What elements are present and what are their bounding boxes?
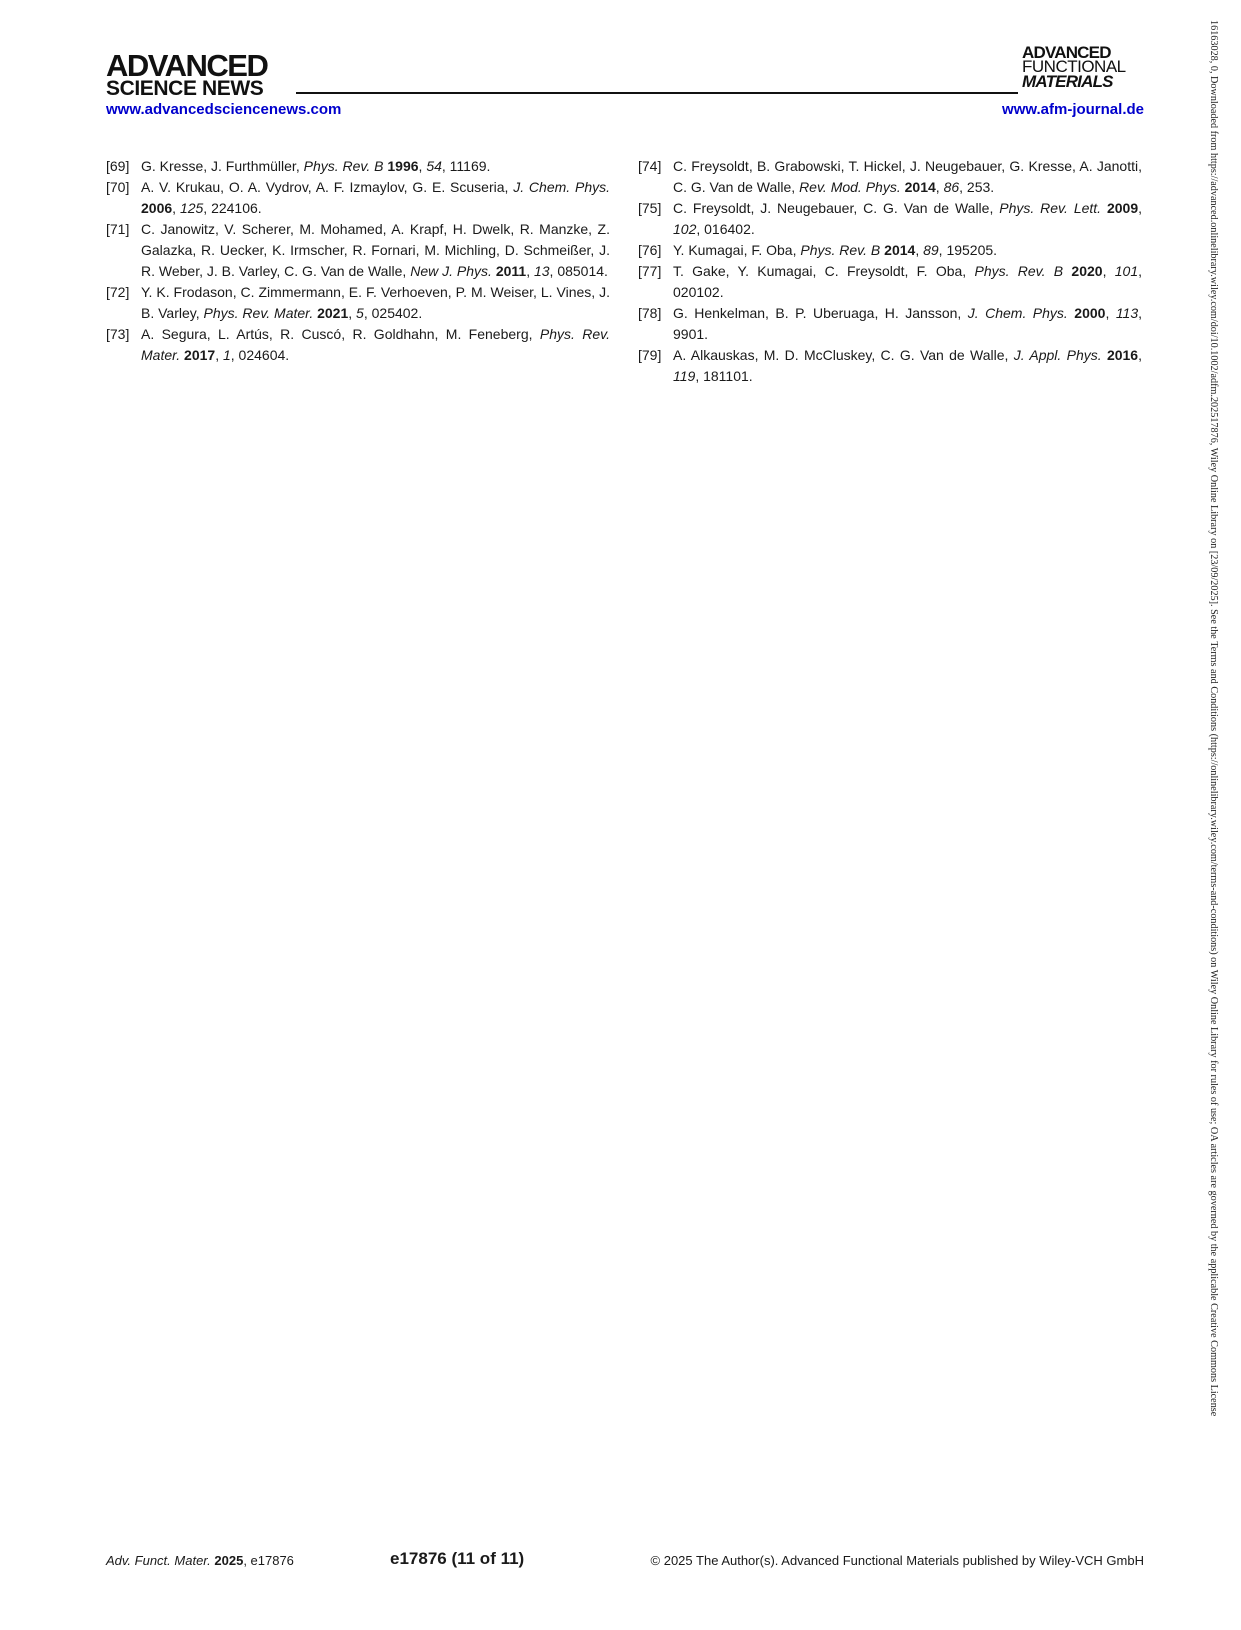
reference-number: [77] (638, 263, 662, 279)
reference-number: [72] (106, 284, 130, 300)
reference-volume: 101 (1114, 263, 1139, 279)
reference-authors: Y. K. Frodason, C. Zimmermann, E. F. Verhoeven, P. M. Weiser, L. Vines, J. B. Varley, (141, 284, 610, 321)
reference-journal: Phys. Rev. Lett. (999, 200, 1102, 216)
reference-volume: 1 (222, 347, 231, 363)
footer-page-number: e17876 (11 of 11) (390, 1549, 525, 1568)
reference-volume: 5 (356, 305, 364, 321)
reference-item (106, 156, 610, 177)
reference-text: A. Alkauskas, M. D. McCluskey, C. G. Van de Walle, J. Appl. Phys. 2016, 119, 181101. (673, 347, 1142, 384)
journal-logo (1022, 43, 1144, 91)
reference-text: C. Freysoldt, J. Neugebauer, C. G. Van de Walle, Phys. Rev. Lett. 2009, 102, 016402. (673, 200, 1143, 237)
journal-url-link[interactable]: www.afm-journal.de (1002, 101, 1144, 118)
reference-number: [79] (638, 347, 662, 363)
reference-journal: Phys. Rev. B (800, 242, 881, 258)
reference-authors: C. Freysoldt, B. Grabowski, T. Hickel, J. Neugebauer, G. Kresse, A. Janotti, C. G. Van de Walle, (673, 158, 1142, 195)
reference-item (638, 198, 1142, 240)
reference-pages: , 020102. (673, 263, 1142, 300)
reference-number: [71] (106, 221, 130, 237)
publisher-logo-line1: ADVANCED (106, 48, 268, 83)
reference-number: [76] (638, 242, 662, 258)
reference-year: 2014 (884, 242, 916, 258)
reference-number: [70] (106, 179, 130, 195)
footer-citation-year: 2025 (214, 1553, 244, 1568)
reference-number: [78] (638, 305, 662, 321)
reference-pages: , 181101. (695, 368, 753, 384)
reference-item (106, 219, 610, 282)
journal-logo-line3: MATERIALS (1022, 71, 1113, 91)
footer-citation-id: , e17876 (243, 1553, 294, 1568)
reference-text: A. V. Krukau, O. A. Vydrov, A. F. Izmaylov, G. E. Scuseria, J. Chem. Phys. 2006, 125, 224106. (141, 179, 610, 216)
reference-text: C. Janowitz, V. Scherer, M. Mohamed, A. Krapf, H. Dwelk, R. Manzke, Z. Galazka, R. Uecker, K. Irmscher, R. Fornari, M. Michling, D. Schmeißer, J. R. Weber, J. B. Varley, C. G. Van de Walle, New J. Phys. 2011, 13, 085014. (141, 221, 610, 279)
reference-year: 2014 (904, 179, 936, 195)
reference-item (638, 240, 1142, 261)
reference-item (638, 156, 1142, 198)
reference-year: 2006 (141, 200, 173, 216)
publisher-url-link[interactable]: www.advancedsciencenews.com (106, 101, 342, 118)
reference-item (106, 177, 610, 219)
reference-year: 2009 (1106, 200, 1139, 216)
reference-year: 2020 (1071, 263, 1103, 279)
reference-item (638, 345, 1142, 387)
reference-journal: J. Chem. Phys. (967, 305, 1068, 321)
reference-number: [69] (106, 158, 130, 174)
publisher-logo-line2: SCIENCE NEWS (106, 77, 264, 100)
reference-volume: 86 (943, 179, 960, 195)
reference-authors: C. Janowitz, V. Scherer, M. Mohamed, A. Krapf, H. Dwelk, R. Manzke, Z. Galazka, R. Uecker, K. Irmscher, R. Fornari, M. Michling, D. Schmeißer, J. R. Weber, J. B. Varley, C. G. Van de Walle, (141, 221, 610, 279)
reference-volume: 102 (673, 221, 697, 237)
reference-pages: , 195205. (938, 242, 998, 258)
references-right-column (638, 156, 1142, 387)
reference-pages: , 224106. (203, 200, 262, 216)
reference-volume: 119 (673, 368, 696, 384)
reference-number: [73] (106, 326, 130, 342)
reference-volume: 113 (1115, 305, 1139, 321)
reference-item (638, 303, 1142, 345)
reference-journal: Phys. Rev. Mater. (203, 305, 314, 321)
journal-logo-line1: ADVANCED (1022, 43, 1111, 62)
reference-pages: , 025402. (363, 305, 423, 321)
reference-journal: Phys. Rev. B (303, 158, 384, 174)
reference-authors: C. Freysoldt, J. Neugebauer, C. G. Van de Walle, (673, 200, 1000, 216)
reference-number: [74] (638, 158, 662, 174)
reference-pages: , 085014. (549, 263, 608, 279)
reference-volume: 89 (923, 242, 939, 258)
reference-text: G. Henkelman, B. P. Uberuaga, H. Jansson, J. Chem. Phys. 2000, 113, 9901. (673, 305, 1143, 342)
reference-volume: 13 (533, 263, 550, 279)
reference-journal: Phys. Rev. B (974, 263, 1064, 279)
reference-pages: , 9901. (673, 305, 1143, 342)
reference-item (106, 324, 610, 366)
reference-pages: , 016402. (696, 221, 755, 237)
reference-journal: Rev. Mod. Phys. (799, 179, 901, 195)
footer-citation-journal: Adv. Funct. Mater. (106, 1553, 211, 1568)
reference-pages: , 024604. (230, 347, 290, 363)
reference-authors: A. Segura, L. Artús, R. Cuscó, R. Goldhahn, M. Feneberg, (141, 326, 540, 342)
reference-number: [75] (638, 200, 662, 216)
reference-pages: , 11169. (441, 158, 491, 174)
reference-volume: 125 (179, 200, 204, 216)
reference-volume: 54 (426, 158, 442, 174)
reference-year: 1996 (387, 158, 419, 174)
reference-year: 2016 (1106, 347, 1139, 363)
reference-year: 2011 (495, 263, 527, 279)
reference-authors: A. Alkauskas, M. D. McCluskey, C. G. Van de Walle, (673, 347, 1014, 363)
reference-journal: Phys. Rev. Mater. (141, 326, 610, 363)
reference-item (106, 282, 610, 324)
reference-text: G. Kresse, J. Furthmüller, Phys. Rev. B 1996, 54, 11169. (141, 158, 491, 174)
download-notice-sidebar (1203, 20, 1223, 1610)
reference-authors: G. Henkelman, B. P. Uberuaga, H. Jansson, (673, 305, 968, 321)
reference-item (638, 261, 1142, 303)
footer-copyright: © 2025 The Author(s). Advanced Functional Materials published by Wiley-VCH GmbH (650, 1553, 1144, 1568)
reference-journal: J. Appl. Phys. (1013, 347, 1102, 363)
reference-year: 2021 (317, 305, 349, 321)
reference-year: 2017 (184, 347, 216, 363)
reference-authors: Y. Kumagai, F. Oba, (673, 242, 801, 258)
footer-citation (106, 1553, 294, 1568)
reference-journal: J. Chem. Phys. (513, 179, 610, 195)
reference-authors: A. V. Krukau, O. A. Vydrov, A. F. Izmaylov, G. E. Scuseria, (141, 179, 514, 195)
reference-authors: T. Gake, Y. Kumagai, C. Freysoldt, F. Oba, (673, 263, 975, 279)
reference-year: 2000 (1074, 305, 1106, 321)
reference-text: A. Segura, L. Artús, R. Cuscó, R. Goldhahn, M. Feneberg, Phys. Rev. Mater. 2017, 1, 024604. (141, 326, 610, 363)
reference-text: T. Gake, Y. Kumagai, C. Freysoldt, F. Oba, Phys. Rev. B 2020, 101, 020102. (673, 263, 1142, 300)
reference-text: Y. Kumagai, F. Oba, Phys. Rev. B 2014, 89, 195205. (673, 242, 998, 258)
journal-logo-line2: FUNCTIONAL (1022, 57, 1126, 77)
reference-journal: New J. Phys. (410, 263, 492, 279)
references-left-column (106, 156, 610, 366)
reference-text: C. Freysoldt, B. Grabowski, T. Hickel, J. Neugebauer, G. Kresse, A. Janotti, C. G. Van de Walle, Rev. Mod. Phys. 2014, 86, 253. (673, 158, 1142, 195)
reference-pages: , 253. (959, 179, 995, 195)
header-divider (296, 92, 1018, 94)
download-notice-text: 16163028, 0, Downloaded from https://advanced.onlinelibrary.wiley.com/doi/10.1002/adfm.202517876, Wiley Online Library on [23/09/2025]. See the Terms and Conditions (https://onlinelibrary.wiley.com/terms-and-conditions) on Wiley Online Library for rules of use; OA articles are governed by the applicable Creative Commons License (1208, 20, 1219, 1417)
reference-text: Y. K. Frodason, C. Zimmermann, E. F. Verhoeven, P. M. Weiser, L. Vines, J. B. Varley, Phys. Rev. Mater. 2021, 5, 025402. (141, 284, 610, 321)
reference-authors: G. Kresse, J. Furthmüller, (141, 158, 304, 174)
publisher-logo (106, 50, 267, 99)
